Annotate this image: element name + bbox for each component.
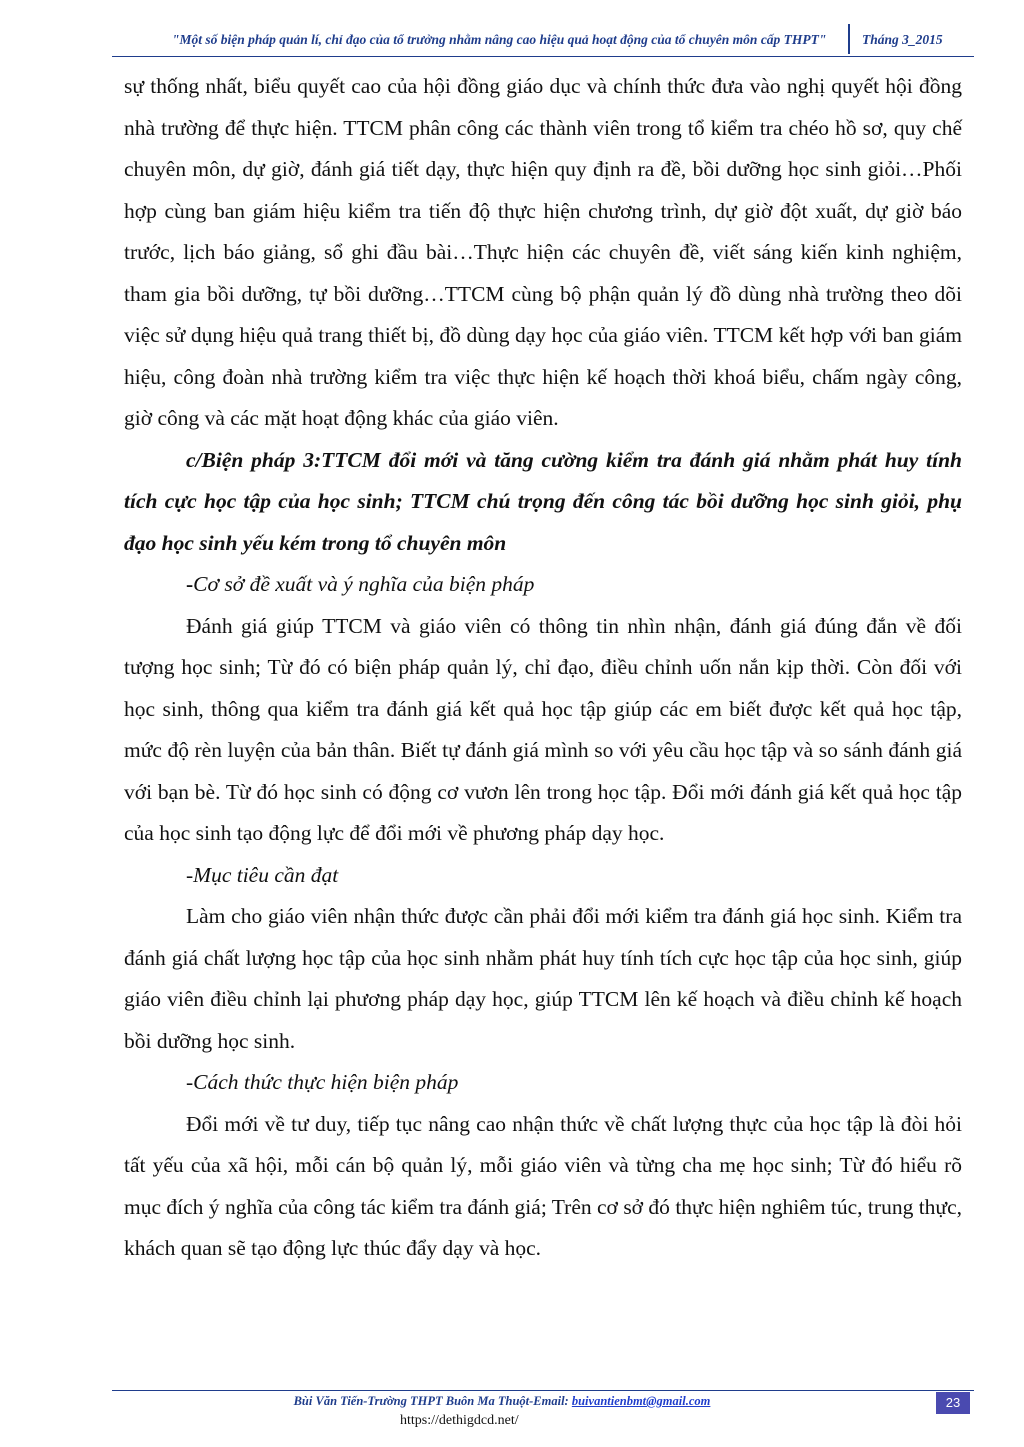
header-separator [848, 24, 850, 54]
subheading-goal: -Mục tiêu cần đạt [186, 862, 339, 887]
section-heading: c/Biện pháp 3:TTCM đổi mới và tăng cường kiểm tra đánh giá nhằm phát huy tính tích cực học tập của học sinh; TTCM chú trọng đến công tác bồi dưỡng học sinh giỏi, phụ đạo học sinh yếu kém trong tổ chuyên môn [124, 447, 962, 555]
paragraph-goal: Làm cho giáo viên nhận thức được cần phải đổi mới kiểm tra đánh giá học sinh. Kiểm tra đánh giá chất lượng học tập của học sinh nhằm phát huy tính tích cực học tập của học sinh, giúp giáo viên điều chỉnh lại phương pháp dạy học, giúp TTCM lên kế hoạch và điều chỉnh kế hoạch bồi dưỡng học sinh. [124, 904, 962, 1053]
footer-url[interactable]: https://dethigdcd.net/ [400, 1413, 519, 1428]
footer-email-link[interactable]: buivantienbmt@gmail.com [571, 1394, 711, 1408]
page-number-badge: 23 [936, 1392, 970, 1414]
footer-author-line [112, 1394, 892, 1409]
header-title: "Một số biện pháp quản lí, chỉ đạo của tổ trưởng nhằm nâng cao hiệu quả hoạt động của tổ chuyên môn cấp THPT" [172, 32, 827, 47]
subheading-basis-text: Cơ sở đề xuất và ý nghĩa của biện pháp [193, 572, 535, 596]
paragraph-basis: Đánh giá giúp TTCM và giáo viên có thông tin nhìn nhận, đánh giá đúng đắn về đối tượng học sinh; Từ đó có biện pháp quản lý, chỉ đạo, điều chỉnh uốn nắn kịp thời. Còn đối với học sinh, thông qua kiểm tra đánh giá kết quả học tập giúp các em biết được kết quả học tập, mức độ rèn luyện của bản thân. Biết tự đánh giá mình so với yêu cầu học tập và so sánh đánh giá với bạn bè. Từ đó học sinh có động cơ vươn lên trong học tập. Đổi mới đánh giá kết quả học tập của học sinh tạo động lực để đổi mới về phương pháp dạy học. [124, 613, 962, 845]
paragraph-method: Đổi mới về tư duy, tiếp tục nâng cao nhận thức về chất lượng thực của học tập là đòi hỏi tất yếu của xã hội, mỗi cán bộ quản lý, mỗi giáo viên và từng cha mẹ học sinh; Từ đó hiểu rõ mục đích ý nghĩa của công tác kiểm tra đánh giá; Trên cơ sở đó thực hiện nghiêm túc, trung thực, khách quan sẽ tạo động lực thúc đẩy dạy và học. [124, 1111, 962, 1260]
subheading-dash: - [186, 572, 194, 596]
paragraph-continuation: sự thống nhất, biểu quyết cao của hội đồng giáo dục và chính thức đưa vào nghị quyết hội đồng nhà trường để thực hiện. TTCM phân công các thành viên trong tổ kiểm tra chéo hồ sơ, quy chế chuyên môn, dự giờ, đánh giá tiết dạy, thực hiện quy định ra đề, bồi dưỡng học sinh giỏi…Phối hợp cùng ban giám hiệu kiểm tra tiến độ thực hiện chương trình, dự giờ đột xuất, dự giờ báo trước, lịch báo giảng, sổ ghi đầu bài…Thực hiện các chuyên đề, viết sáng kiến kinh nghiệm, tham gia bồi dưỡng, tự bồi dưỡng…TTCM cùng bộ phận quản lý đồ dùng nhà trường theo dõi việc sử dụng hiệu quả trang thiết bị, đồ dùng dạy học của giáo viên. TTCM kết hợp với ban giám hiệu, công đoàn nhà trường kiểm tra việc thực hiện kế hoạch thời khoá biểu, chấm ngày công, giờ công và các mặt hoạt động khác của giáo viên. [124, 74, 962, 430]
subheading-basis [124, 564, 962, 606]
footer-rule [112, 1390, 974, 1391]
header-rule [112, 56, 974, 57]
page-header [100, 24, 980, 58]
page-content [124, 66, 962, 1270]
subheading-method: -Cách thức thực hiện biện pháp [186, 1070, 459, 1094]
header-date: Tháng 3_2015 [862, 32, 943, 47]
footer-author: Bùi Văn Tiến-Trường THPT Buôn Ma Thuột-Email: [293, 1394, 572, 1408]
